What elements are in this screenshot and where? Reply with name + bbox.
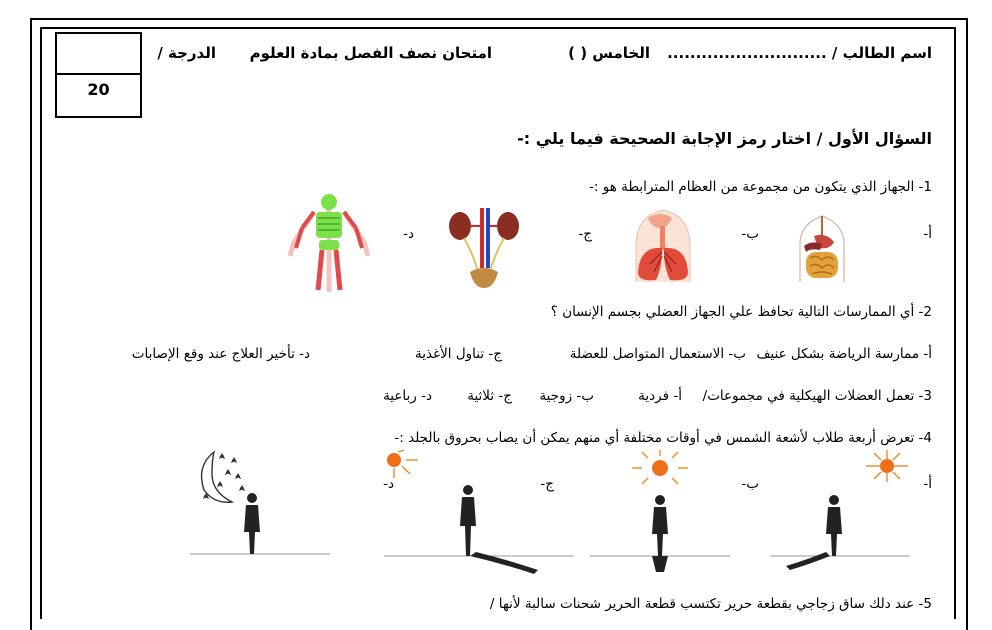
section-title: السؤال الأول / اختار رمز الإجابة الصحيحة فيما يلي :-	[517, 129, 932, 148]
q2-option-b: ب- الاستعمال المتواصل للعضلة	[569, 346, 746, 362]
q1-letter-b: ب-	[741, 226, 759, 242]
q2-option-a: أ- ممارسة الرياضة بشكل عنيف	[756, 346, 932, 362]
q3-option-c: ج- ثلاثية	[467, 388, 512, 404]
score-box	[55, 32, 142, 118]
sun-overhead-short-shadow-icon	[590, 450, 730, 582]
q1-letter-a: أ-	[923, 226, 932, 242]
skeletal-system-icon	[284, 192, 374, 296]
question-4-text: 4- تعرض أربعة طلاب لأشعة الشمس في أوقات مختلفة أي منهم يمكن أن يصاب بحروق بالجلد :-	[394, 430, 932, 446]
q1-letter-c: ج-	[578, 226, 592, 242]
student-name-field: اسم الطالب / ............................	[667, 44, 932, 62]
urinary-system-icon	[444, 206, 526, 290]
q2-option-d: د- تأخير العلاج عند وقع الإصابات	[131, 346, 310, 362]
question-5-text: 5- عند دلك ساق زجاجي بقطعة حرير تكتسب قطعة الحرير شحنات سالبة لأنها /	[489, 596, 932, 612]
q3-option-a: أ- فردية	[638, 388, 682, 404]
q1-letter-d: د-	[403, 226, 414, 242]
question-3-text: 3- تعمل العضلات الهيكلية في مجموعات/	[702, 388, 932, 404]
question-1-text: 1- الجهاز الذي يتكون من مجموعة من العظام المترابطة هو :-	[589, 179, 932, 195]
score-value: 20	[87, 80, 110, 99]
q4-letter-b: ب-	[741, 476, 759, 492]
q3-option-d: د- رباعية	[383, 388, 432, 404]
sun-left-long-shadow-icon	[384, 450, 574, 580]
sun-right-long-shadow-icon	[770, 450, 910, 580]
exam-title: امتحان نصف الفصل بمادة العلوم	[249, 44, 492, 62]
score-box-divider	[57, 73, 140, 75]
digestive-system-icon	[782, 204, 862, 284]
respiratory-system-icon	[620, 202, 706, 284]
q4-letter-a: أ-	[923, 476, 932, 492]
q4-letter-c: ج-	[540, 476, 554, 492]
q2-option-c: ج- تناول الأغذية	[414, 346, 502, 362]
grade-label: الخامس ( )	[568, 44, 650, 62]
question-2-text: 2- أي الممارسات التالية تحافظ علي الجهاز العضلي بجسم الإنسان ؟	[550, 304, 932, 320]
q4-letter-d: د-	[383, 476, 394, 492]
moon-night-icon	[190, 442, 330, 562]
score-label: الدرجة /	[157, 44, 216, 62]
q3-option-b: ب- زوجية	[539, 388, 594, 404]
